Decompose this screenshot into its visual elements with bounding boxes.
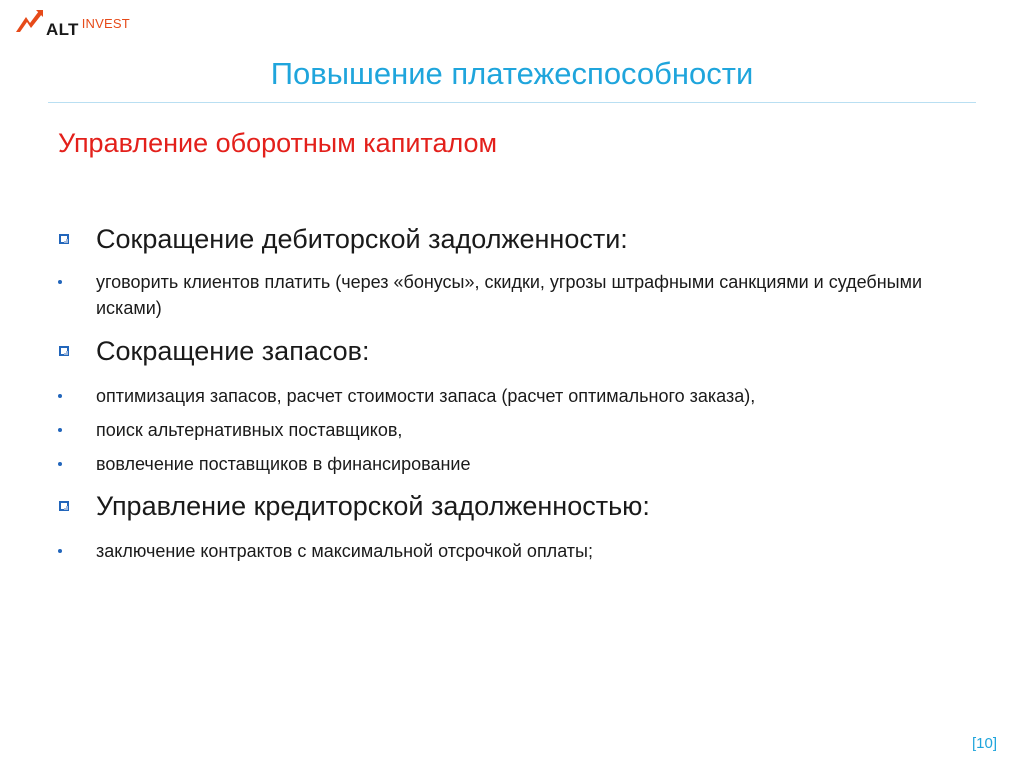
section-heading-text: Сокращение дебиторской задолженности: [96,224,628,254]
list-item-text: вовлечение поставщиков в финансирование [96,454,471,474]
logo-invest-text: INVEST [81,16,130,31]
square-bullet-icon [59,346,69,356]
content-list [58,222,958,564]
dot-bullet-icon [58,549,62,553]
list-item [58,451,958,477]
dot-bullet-icon [58,462,62,466]
list-item [58,417,958,443]
list-item-text: заключение контрактов с максимальной отсрочкой оплаты; [96,541,593,561]
logo-alt-text: ALT [46,20,79,39]
dot-bullet-icon [58,280,62,284]
section-heading-text: Управление кредиторской задолженностью: [96,491,650,521]
list-item [58,538,958,564]
company-logo [14,8,130,38]
section-heading-text: Сокращение запасов: [96,336,370,366]
section-heading [58,222,958,256]
dot-bullet-icon [58,394,62,398]
list-item [58,269,958,321]
list-item [58,383,958,409]
page-number: [10] [971,735,997,752]
section-heading [58,489,958,523]
square-bullet-icon [59,501,69,511]
list-item-text: оптимизация запасов, расчет стоимости запаса (расчет оптимального заказа), [96,386,756,406]
list-item-text: уговорить клиентов платить (через «бонусы», скидки, угрозы штрафными санкциями и судебными исками) [96,272,923,318]
list-item-text: поиск альтернативных поставщиков, [96,420,403,440]
title-divider [48,102,976,103]
slide-title: Повышение платежеспособности [270,56,754,91]
dot-bullet-icon [58,428,62,432]
section-heading [58,334,958,368]
slide-subtitle: Управление оборотным капиталом [58,128,498,158]
arrow-logo-icon [14,8,44,34]
square-bullet-icon [59,234,69,244]
